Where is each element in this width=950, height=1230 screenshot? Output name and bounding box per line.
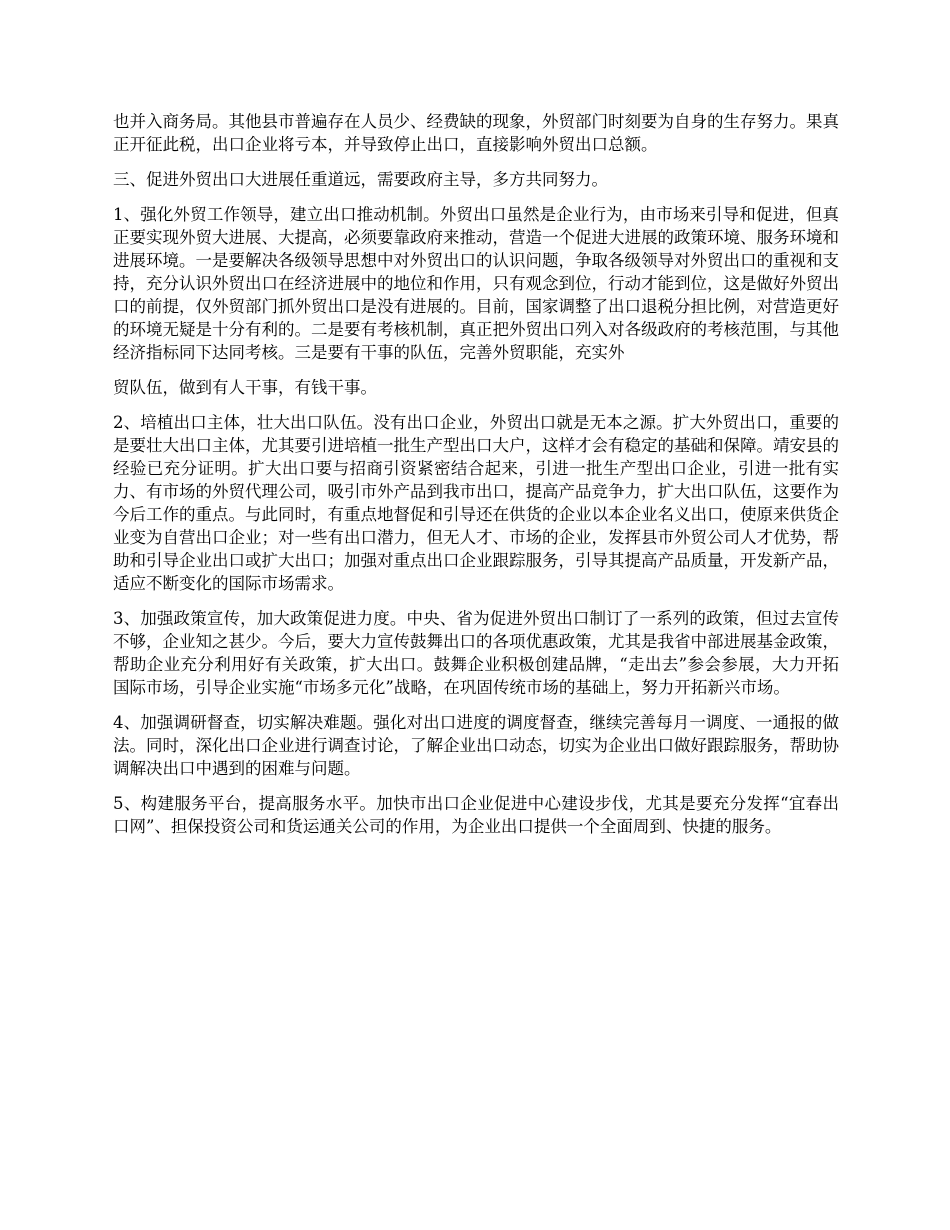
paragraph-item-3: 3、加强政策宣传，加大政策促进力度。中央、省为促进外贸出口制订了一系列的政策，但过去宣传不够，企业知之甚少。今后，要大力宣传鼓舞出口的各项优惠政策，尤其是我省中部进展基金政策，帮助企业充分利用好有关政策，扩大出口。鼓舞企业积极创建品牌，“走出去”参会参展，大力开拓国际市场，引导企业实施“市场多元化”战略，在巩固传统市场的基础上，努力开拓新兴市场。: [113, 609, 839, 697]
paragraph-item-5: 5、构建服务平台，提高服务水平。加快市出口企业促进中心建设步伐，尤其是要充分发挥“宜春出口网”、担保投资公司和货运通关公司的作用，为企业出口提供一个全面周到、快捷的服务。: [113, 794, 839, 836]
paragraph-item-1: 1、强化外贸工作领导，建立出口推动机制。外贸出口虽然是企业行为，由市场来引导和促进，但真正要实现外贸大进展、大提高，必须要靠政府来推动，营造一个促进大进展的政策环境、服务环境和进展环境。一是要解决各级领导思想中对外贸出口的认识问题，争取各级领导对外贸出口的重视和支持，充分认识外贸出口在经济进展中的地位和作用，只有观念到位，行动才能到位，这是做好外贸出口的前提，仅外贸部门抓外贸出口是没有进展的。目前，国家调整了出口退税分担比例，对营造更好的环境无疑是十分有利的。二是要有考核机制，真正把外贸出口列入对各级政府的考核范围，与其他经济指标同下达同考核。三是要有干事的队伍，完善外贸职能，充实外: [113, 205, 839, 362]
document-body: [113, 110, 839, 850]
paragraph-item-1-continuation: 贸队伍，做到有人干事，有钱干事。: [113, 378, 377, 397]
paragraph-item-2: 2、培植出口主体，壮大出口队伍。没有出口企业，外贸出口就是无本之源。扩大外贸出口，重要的是要壮大出口主体，尤其要引进培植一批生产型出口大户，这样才会有稳定的基础和保障。靖安县的经验已充分证明。扩大出口要与招商引资紧密结合起来，引进一批生产型出口企业，引进一批有实力、有市场的外贸代理公司，吸引市外产品到我市出口，提高产品竞争力，扩大出口队伍，这要作为今后工作的重点。与此同时，有重点地督促和引导还在供货的企业以本企业名义出口，使原来供货企业变为自营出口企业；对一些有出口潜力，但无人才、市场的企业，发挥县市外贸公司人才优势，帮助和引导企业出口或扩大出口；加强对重点出口企业跟踪服务，引导其提高产品质量，开发新产品，适应不断变化的国际市场需求。: [113, 413, 839, 593]
section-heading-three: 三、促进外贸出口大进展任重道远，需要政府主导，多方共同努力。: [113, 170, 608, 189]
paragraph-item-4: 4、加强调研督查，切实解决难题。强化对出口进度的调度督查，继续完善每月一调度、一通报的做法。同时，深化出口企业进行调查讨论，了解企业出口动态，切实为企业出口做好跟踪服务，帮助协调解决出口中遇到的困难与问题。: [113, 713, 839, 778]
paragraph-continuation: 也并入商务局。其他县市普遍存在人员少、经费缺的现象，外贸部门时刻要为自身的生存努力。果真正开征此税，出口企业将亏本，并导致停止出口，直接影响外贸出口总额。: [113, 112, 839, 154]
